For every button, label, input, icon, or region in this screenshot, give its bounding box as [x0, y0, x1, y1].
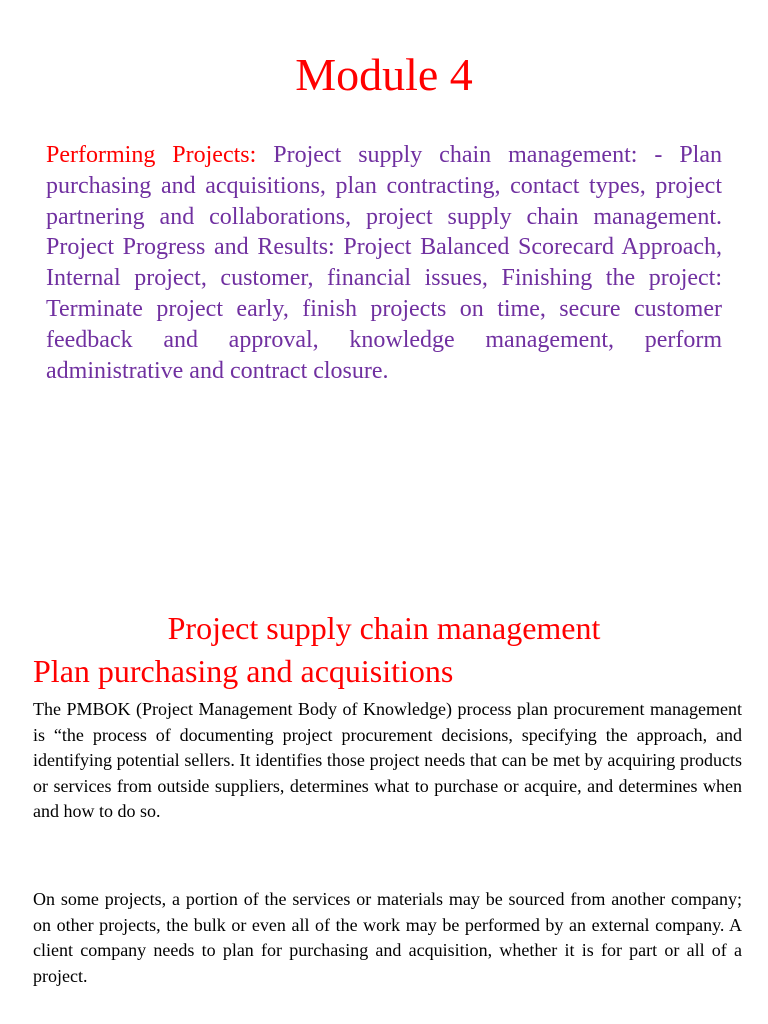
body-paragraph-sourcing: On some projects, a portion of the services or materials may be sourced from another company; on other projects, the bulk or even all of the work may be performed by an external company. A client company needs to plan for purchasing and acquisition, whether it is for part or all of a project. [33, 889, 742, 986]
slide-module-overview [0, 0, 768, 500]
intro-body-text: Project supply chain management: - Plan purchasing and acquisitions, plan contracting, contact types, project partnering and collaborations, project supply chain management. Project Progress and Results: Project Balanced Scorecard Approach, Internal project, customer, financial issues, Finishing the project: Terminate project early, finish projects on time, secure customer feedback and approval, knowledge management, perform administrative and contract closure. [46, 142, 722, 384]
body-paragraph-pmbok: The PMBOK (Project Management Body of Knowledge) process plan procurement management is “the process of documenting project procurement decisions, specifying the approach, and identifying potential sellers. It identifies those project needs that can be met by acquiring products or services from outside suppliers, determines what to purchase or acquire, and determines when and how to do so. [33, 699, 742, 822]
module-intro-paragraph [46, 140, 722, 386]
intro-lead-text: Performing Projects: [46, 142, 257, 168]
module-title: Module 4 [295, 49, 473, 100]
subsection-title: Plan purchasing and acquisitions [33, 653, 454, 689]
slide-supply-chain [0, 500, 768, 1024]
section-title: Project supply chain management [167, 610, 601, 646]
